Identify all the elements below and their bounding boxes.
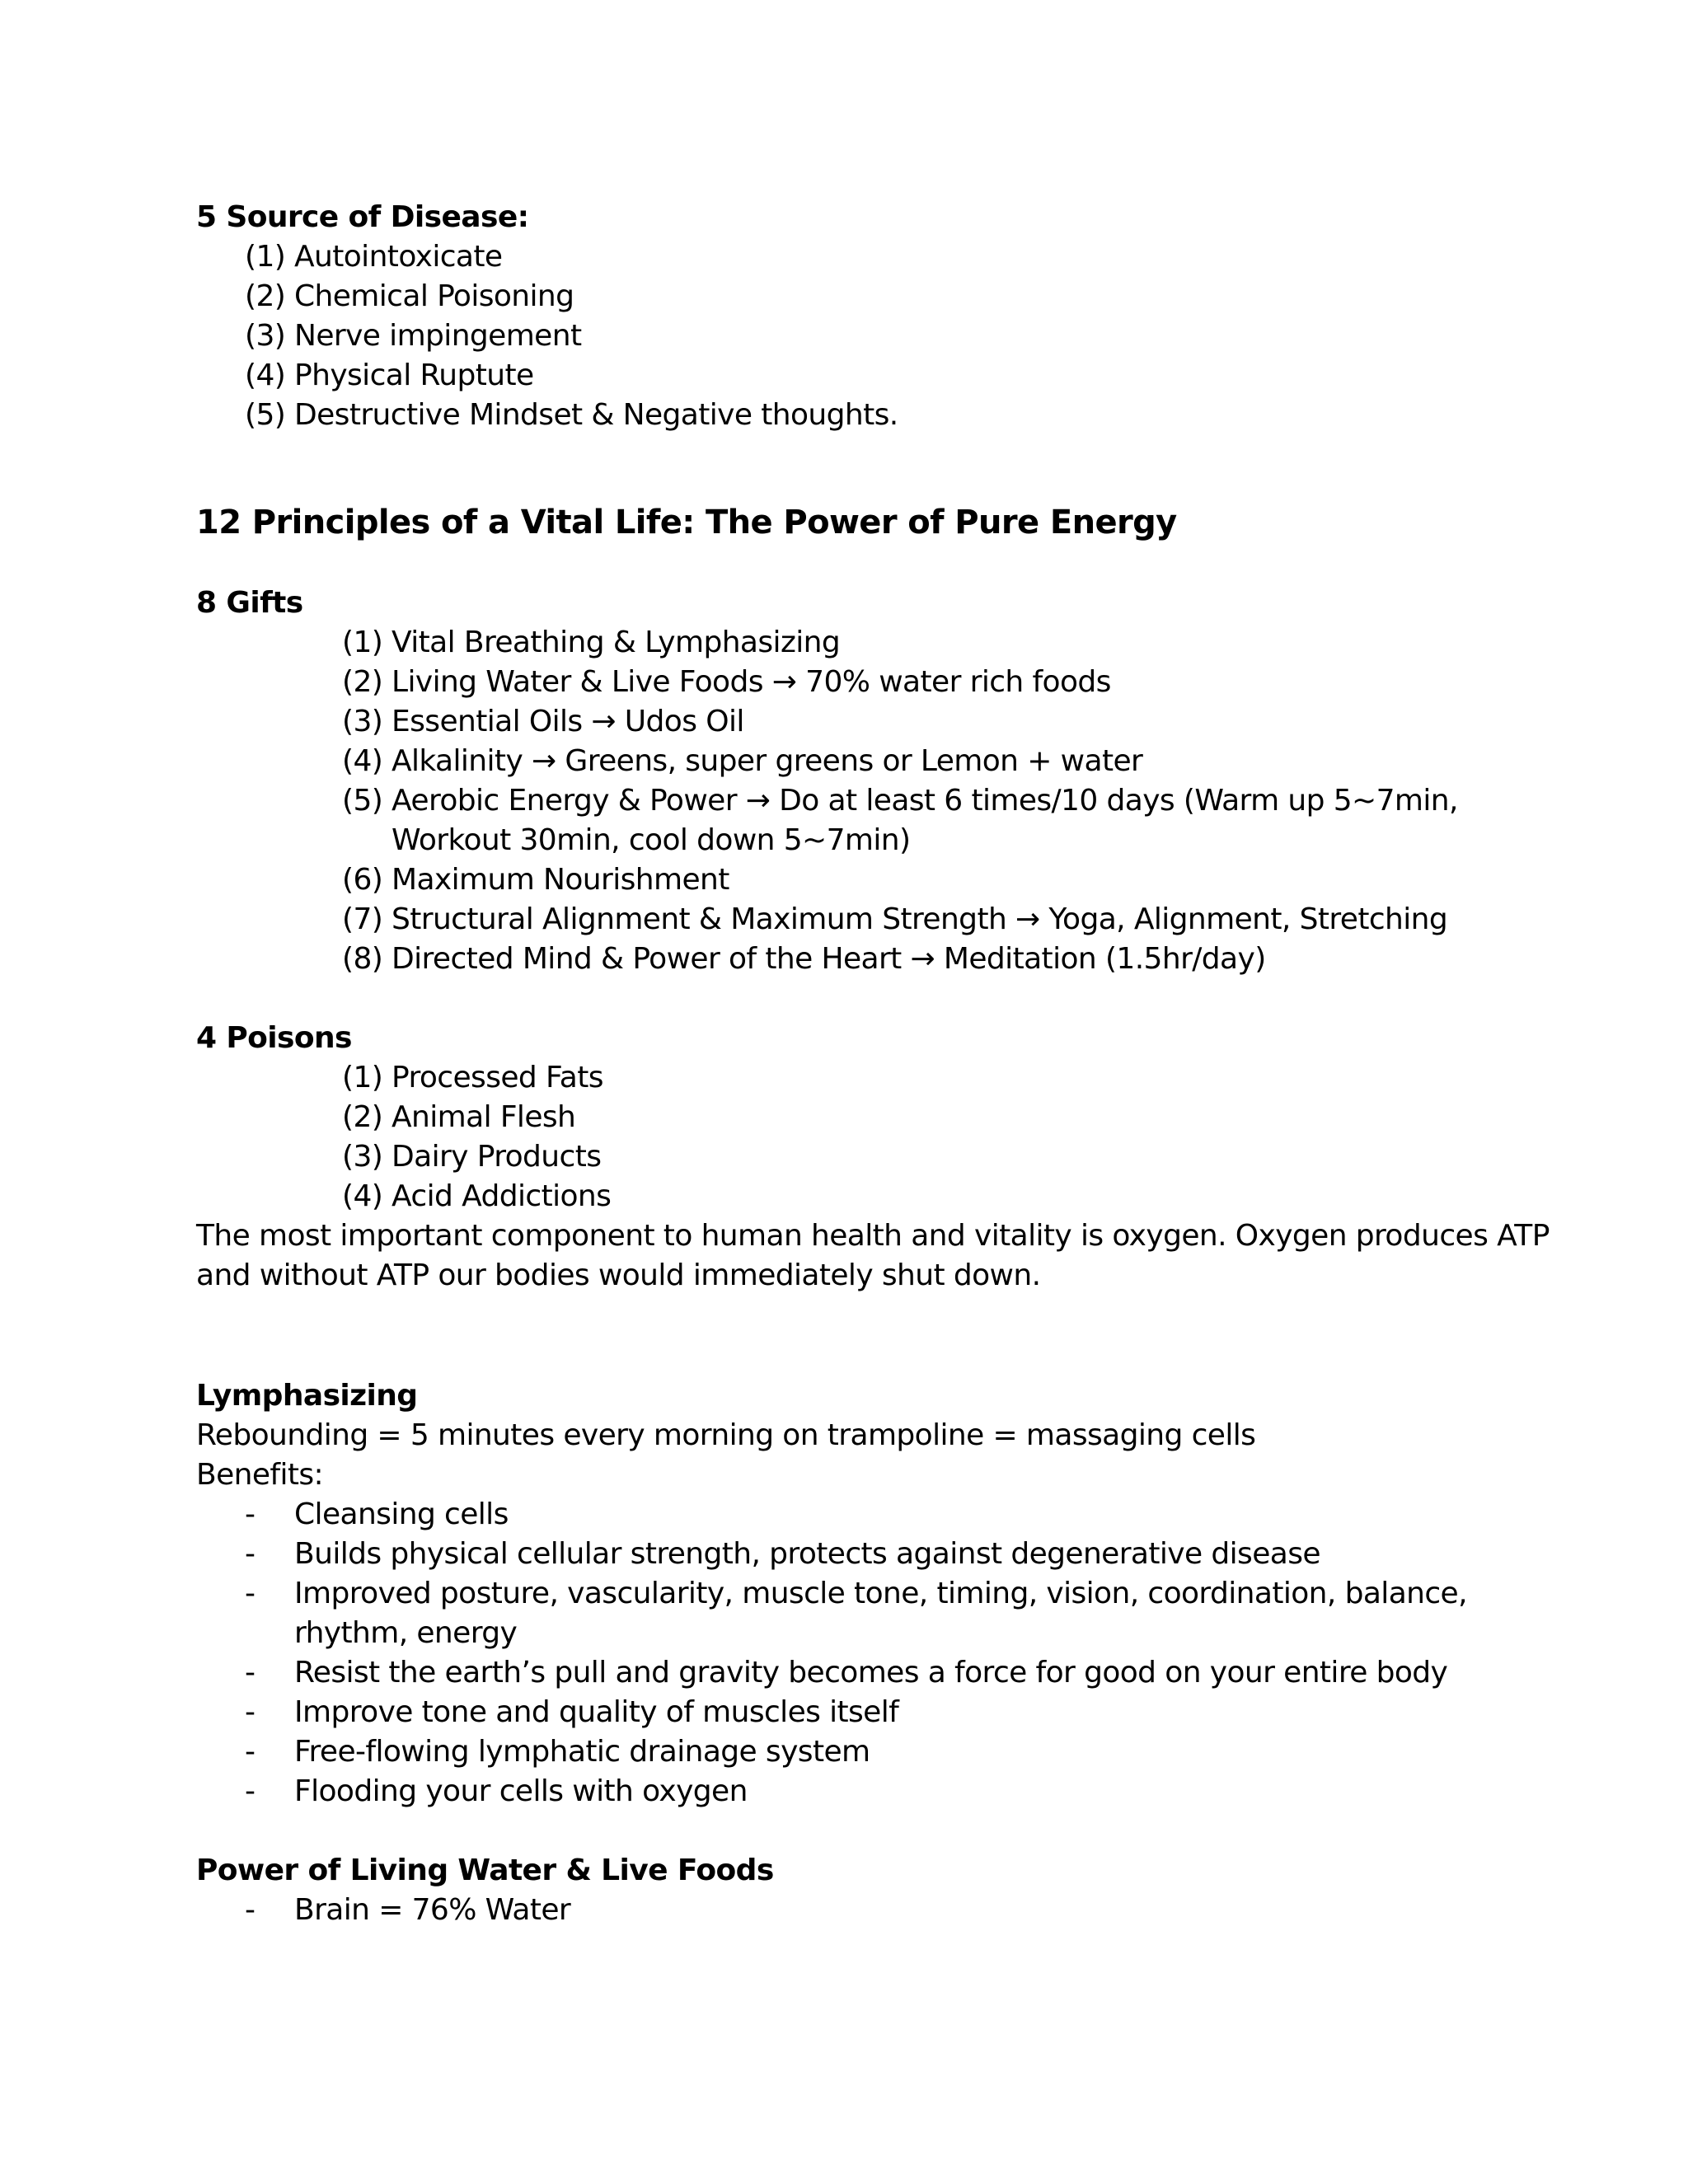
poison-item-num: (3) (342, 1140, 383, 1174)
disease-item-num: (4) (245, 359, 286, 392)
benefit-item: Free-flowing lymphatic drainage system (294, 1735, 870, 1769)
disease-item-num: (2) (245, 279, 286, 313)
disease-item-text: Autointoxicate (294, 240, 503, 274)
lymphasizing-heading: Lymphasizing (196, 1379, 418, 1413)
gift-item-num: (5) (342, 784, 383, 818)
gift-item-text: Vital Breathing & Lymphasizing (392, 626, 841, 659)
poison-item-num: (2) (342, 1100, 383, 1134)
bullet-dash: - (245, 1774, 256, 1808)
gift-item-text: Living Water & Live Foods → 70% water rich foods (392, 665, 1111, 699)
disease-item-text: Destructive Mindset & Negative thoughts. (294, 398, 898, 432)
gift-item-num: (7) (342, 902, 383, 936)
benefit-item: Builds physical cellular strength, protects against degenerative disease (294, 1537, 1320, 1571)
benefits-label: Benefits: (196, 1458, 324, 1492)
bullet-dash: - (245, 1537, 256, 1571)
oxygen-paragraph-line: The most important component to human health and vitality is oxygen. Oxygen produces ATP (196, 1219, 1550, 1253)
gift-item-num: (8) (342, 942, 383, 976)
water-item: Brain = 76% Water (294, 1893, 571, 1927)
gift-item-num: (6) (342, 863, 383, 897)
poison-item-text: Acid Addictions (392, 1179, 612, 1213)
poison-item-num: (1) (342, 1061, 383, 1094)
bullet-dash: - (245, 1497, 256, 1531)
poison-item-text: Dairy Products (392, 1140, 602, 1174)
gifts-heading: 8 Gifts (196, 586, 303, 620)
rebounding-text: Rebounding = 5 minutes every morning on trampoline = massaging cells (196, 1418, 1256, 1452)
gift-item-text-continued: Workout 30min, cool down 5~7min) (392, 823, 911, 857)
benefit-item: Resist the earth’s pull and gravity becomes a force for good on your entire body (294, 1656, 1448, 1690)
disease-item-num: (1) (245, 240, 286, 274)
disease-heading: 5 Source of Disease: (196, 200, 529, 234)
gift-item-text: Maximum Nourishment (392, 863, 729, 897)
gift-item-num: (1) (342, 626, 383, 659)
bullet-dash: - (245, 1656, 256, 1690)
disease-item-num: (5) (245, 398, 286, 432)
principles-heading: 12 Principles of a Vital Life: The Power of Pure Energy (196, 504, 1177, 541)
bullet-dash: - (245, 1735, 256, 1769)
disease-item-text: Physical Ruptute (294, 359, 534, 392)
bullet-dash: - (245, 1893, 256, 1927)
bullet-dash: - (245, 1695, 256, 1729)
benefit-item: Flooding your cells with oxygen (294, 1774, 748, 1808)
water-heading: Power of Living Water & Live Foods (196, 1854, 774, 1887)
oxygen-paragraph-line: and without ATP our bodies would immediately shut down. (196, 1258, 1041, 1292)
poison-item-text: Processed Fats (392, 1061, 603, 1094)
disease-item-text: Chemical Poisoning (294, 279, 574, 313)
disease-item-text: Nerve impingement (294, 319, 582, 353)
gift-item-text: Aerobic Energy & Power → Do at least 6 times/10 days (Warm up 5~7min, (392, 784, 1458, 818)
poison-item-num: (4) (342, 1179, 383, 1213)
gift-item-text: Structural Alignment & Maximum Strength → Yoga, Alignment, Stretching (392, 902, 1448, 936)
benefit-item: Improved posture, vascularity, muscle tone, timing, vision, coordination, balance, (294, 1577, 1467, 1610)
gift-item-text: Directed Mind & Power of the Heart → Meditation (1.5hr/day) (392, 942, 1266, 976)
benefit-item: Improve tone and quality of muscles itself (294, 1695, 899, 1729)
disease-item-num: (3) (245, 319, 286, 353)
gift-item-text: Essential Oils → Udos Oil (392, 705, 744, 738)
gift-item-text: Alkalinity → Greens, super greens or Lemon + water (392, 744, 1143, 778)
poison-item-text: Animal Flesh (392, 1100, 576, 1134)
gift-item-num: (4) (342, 744, 383, 778)
gift-item-num: (3) (342, 705, 383, 738)
bullet-dash: - (245, 1577, 256, 1610)
poisons-heading: 4 Poisons (196, 1021, 352, 1055)
gift-item-num: (2) (342, 665, 383, 699)
benefit-item-continued: rhythm, energy (294, 1616, 518, 1650)
benefit-item: Cleansing cells (294, 1497, 509, 1531)
